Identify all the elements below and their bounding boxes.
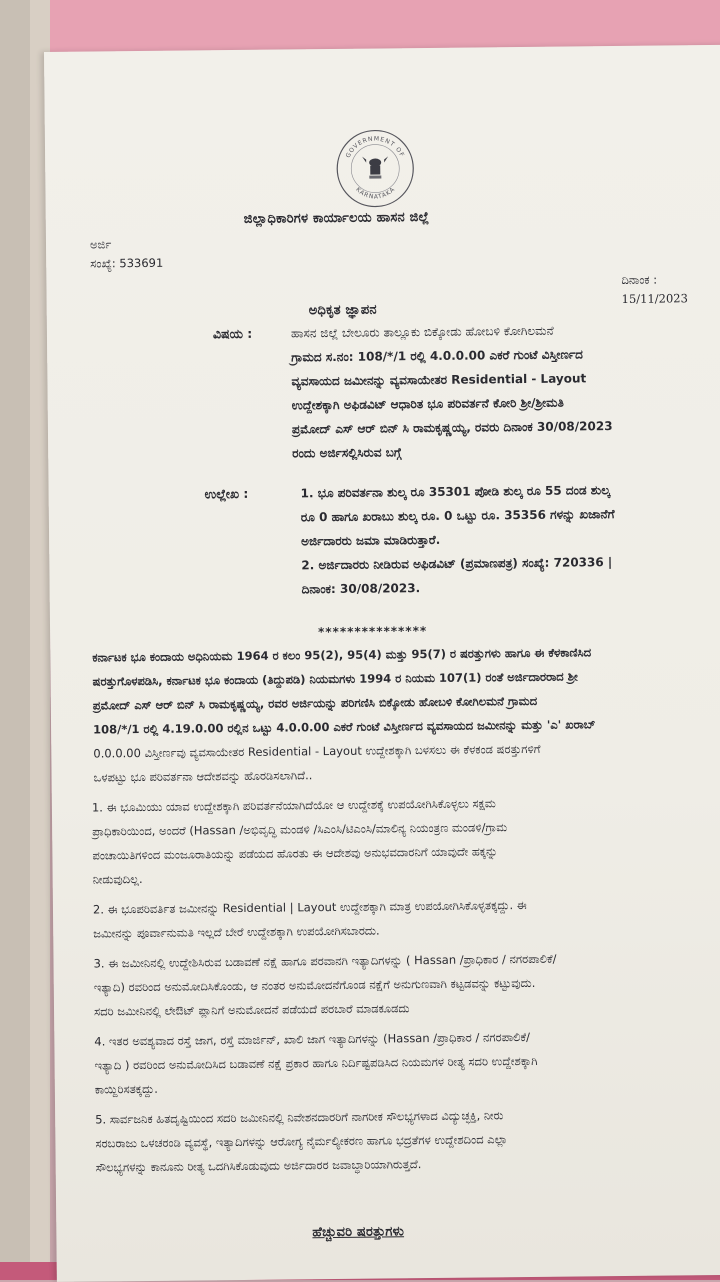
subject-line: ರಂದು ಅರ್ಜಿಸಲ್ಲಿಸಿರುವ ಬಗ್ಗೆ	[292, 445, 402, 461]
karnataka-emblem	[333, 126, 418, 211]
condition-line: ಇತ್ಯಾದಿ) ರವರಿಂದ ಅನುಮೋದಿಸಿಕೊಂಡು, ಆ ನಂತರ ಅನುಮೋದನೆಗೊಂಡ ನಕ್ಷೆಗೆ ಅನುಗುಣವಾಗಿ ಕಟ್ಟಡವನ್ನು ಕಟ್ಟುವುದು.	[93, 975, 536, 995]
notice-title: ಅಧಿಕೃತ ಜ್ಞಾಪನ	[308, 302, 377, 319]
condition-line: ಸರಬರಾಜು ಒಳಚರಂಡಿ ವ್ಯವಸ್ಥೆ, ಇತ್ಯಾದಿಗಳನ್ನು ಆರೋಗ್ಯ ನೈರ್ಮಲ್ಯೀಕರಣ ಹಾಗೂ ಭದ್ರತೆಗಳ ಉದ್ದೇಶದಿಂದ ಎಲ್ಲಾ	[95, 1132, 508, 1151]
condition-line: ಪಂಚಾಯಿತಿಗಳಿಂದ ಮಂಜೂರಾತಿಯನ್ನು ಪಡೆಯದ ಹೊರತು ಈ ಆದೇಶವು ಅನುಭವದಾರನಿಗೆ ಯಾವುದೇ ಹಕ್ಕನ್ನು	[92, 844, 498, 863]
order-line: 108/*/1 ರಲ್ಲಿ 4.19.0.00 ರಲ್ಲಿನ ಒಟ್ಟು 4.0.0.00 ಎಕರೆ ಗುಂಟೆ ವಿಸ್ತೀರ್ಣದ ವ್ಯವಸಾಯದ ಜಮೀನನ್ನು ಮತ್ತು 'ಎ' ಖರಾಬ್	[93, 717, 596, 737]
condition-line: ಇತ್ಯಾದಿ ) ರವರಿಂದ ಅನುಮೋದಿಸಿದ ಬಡಾವಣೆ ನಕ್ಷೆ ಪ್ರಕಾರ ಹಾಗೂ ನಿರ್ದಿಷ್ಟಪಡಿಸಿದ ನಿಯಮಗಳ ರೀತ್ಯ ಸದರಿ ಉದ್ದೇಶಕ್ಕಾಗಿ	[94, 1053, 538, 1073]
order-line: 0.0.0.00 ವಿಸ್ತೀರ್ಣವು ವ್ಯವಸಾಯೇತರ Residential - Layout ಉದ್ದೇಶಕ್ಕಾಗಿ ಬಳಸಲು ಈ ಕೆಳಕಂಡ ಷರತ್ತುಗಳಿಗೆ	[93, 741, 541, 761]
conditions-list	[92, 789, 720, 1180]
condition-line: 3. ಈ ಜಮೀನಿನಲ್ಲಿ ಉದ್ದೇಶಿಸಿರುವ ಬಡಾವಣೆ ನಕ್ಷೆ ಹಾಗೂ ಪರವಾನಗಿ ಇತ್ಯಾದಿಗಳನ್ನು ( Hassan /ಪ್ರಾಧಿಕಾರ / ನಗರಪಾಲಿಕೆ/	[93, 951, 557, 971]
condition-line: ಕಾಯ್ದಿರಿಸತಕ್ಕದ್ದು.	[94, 1081, 158, 1097]
date-value: 15/11/2023	[621, 291, 688, 306]
date-label: ದಿನಾಂಕ :	[621, 272, 658, 287]
background-left-edge	[0, 0, 30, 1280]
reference-label: ಉಲ್ಲೇಖ :	[204, 485, 249, 502]
application-label: ಅರ್ಜಿ	[89, 237, 112, 252]
condition-line: ಸದರಿ ಜಮೀನಿನಲ್ಲಿ ಲೇಔಟ್ ಪ್ಲಾನಿಗೆ ಅನುಮೋದನೆ ಪಡೆಯದೆ ಪರಬಾರೆ ಮಾಡಕೂಡದು	[93, 1001, 410, 1019]
condition-line: 4. ಇತರ ಅವಶ್ಯವಾದ ರಸ್ತೆ ಜಾಗ, ರಸ್ತೆ ಮಾರ್ಜಿನ್, ಖಾಲಿ ಜಾಗ ಇತ್ಯಾದಿಗಳನ್ನು (Hassan /ಪ್ರಾಧಿಕಾರ / ನಗರಪಾಲಿಕೆ/	[94, 1029, 531, 1049]
subject-line: ಗ್ರಾಮದ ಸ.ನಂ: 108/*/1 ರಲ್ಲಿ 4.0.0.00 ಎಕರೆ ಗುಂಟೆ ವಿಸ್ತೀರ್ಣದ	[291, 347, 583, 365]
additional-conditions-heading: ಹೆಚ್ಚುವರಿ ಷರತ್ತುಗಳು	[312, 1224, 405, 1241]
subject-line: ವ್ಯವಸಾಯದ ಜಮೀನನ್ನು ವ್ಯವಸಾಯೇತರ Residential - Layout	[291, 371, 587, 389]
condition-line: ಪ್ರಾಧಿಕಾರಿಯಿಂದ, ಅಂದರೆ (Hassan /ಅಭಿವೃದ್ಧಿ ಮಂಡಳಿ /ಸಿಎಂಸಿ/ಟಿಎಂಸಿ/ಮಾಲಿನ್ಯ ನಿಯಂತ್ರಣ ಮಂಡಳಿ/ಗ್ರಾಮ	[92, 820, 508, 839]
condition-item	[95, 1101, 720, 1180]
condition-line: 2. ಈ ಭೂಪರಿವರ್ತಿತ ಜಮೀನನ್ನು Residential | Layout ಉದ್ದೇಶಕ್ಕಾಗಿ ಮಾತ್ರ ಉಪಯೋಗಿಸಿಕೊಳ್ಳತಕ್ಕದ್ದು. ಈ	[92, 897, 527, 917]
reference-line: ಅರ್ಜಿದಾರರು ಜಮಾ ಮಾಡಿರುತ್ತಾರೆ.	[301, 532, 441, 549]
subject-line: ಪ್ರಮೋದ್ ಎಸ್ ಆರ್ ಬಿನ್ ಸಿ ರಾಮಕೃಷ್ಣಯ್ಯ, ರವರು ದಿನಾಂಕ 30/08/2023	[291, 419, 613, 437]
reference-line: 2. ಅರ್ಜಿದಾರರು ನೀಡಿರುವ ಅಫಿಡವಿಟ್ (ಪ್ರಮಾಣಪತ್ರ) ಸಂಖ್ಯೆ: 720336 |	[301, 555, 613, 573]
order-paragraph	[92, 639, 720, 790]
subject-line: ಉದ್ದೇಶಕ್ಕಾಗಿ ಅಫಿಡವಿಟ್ ಆಧಾರಿತ ಭೂ ಪರಿವರ್ತನೆ ಕೋರಿ ಶ್ರೀ/ಶ್ರೀಮತಿ	[291, 395, 564, 413]
svg-text:GOVERNMENT OF	[344, 135, 405, 159]
order-line: ಷರತ್ತುಗೊಳಪಡಿಸಿ, ಕರ್ನಾಟಕ ಭೂ ಕಂದಾಯ (ತಿದ್ದುಪಡಿ) ನಿಯಮಗಳು 1994 ರ ನಿಯಮ 107(1) ರಂತೆ ಅರ್ಜಿದಾರರಾದ ಶ್ರೀ	[92, 669, 578, 689]
order-line: ಒಳಪಟ್ಟು ಭೂ ಪರಿವರ್ತನಾ ಆದೇಶವನ್ನು ಹೊರಡಿಸಲಾಗಿದೆ..	[93, 768, 313, 785]
reference-line: ದಿನಾಂಕ: 30/08/2023.	[301, 581, 421, 597]
emblem-text-bottom: KARNATAKA	[354, 185, 397, 201]
order-line: ಪ್ರಮೋದ್ ಎಸ್ ಆರ್ ಬಿನ್ ಸಿ ರಾಮಕೃಷ್ಣಯ್ಯ, ರವರ ಅರ್ಜಿಯನ್ನು ಪರಿಗಣಿಸಿ ಬಿಕ್ಕೋಡು ಹೋಬಳಿ ಕೋಗಿಲಮನೆ ಗ್ರಾಮದ	[92, 693, 538, 713]
condition-item	[93, 891, 720, 946]
condition-line: ಸೌಲಭ್ಯಗಳನ್ನು ಕಾನೂನು ರೀತ್ಯ ಒದಗಿಸಿಕೊಡುವುದು ಅರ್ಜಿದಾರರ ಜವಾಬ್ಧಾರಿಯಾಗಿರುತ್ತದೆ.	[95, 1157, 422, 1175]
subject-line: ಹಾಸನ ಜಿಲ್ಲೆ ಬೇಲೂರು ತಾಲ್ಲೂಕು ಬಿಕ್ಕೋಡು ಹೋಬಳಿ ಕೋಗಿಲಮನೆ	[290, 323, 554, 341]
condition-line: 5. ಸಾರ್ವಜನಿಕ ಹಿತದೃಷ್ಟಿಯಿಂದ ಸದರಿ ಜಮೀನಿನಲ್ಲಿ ನಿವೇಶನದಾರರಿಗೆ ನಾಗರೀಕ ಸೌಲಭ್ಯಗಳಾದ ವಿದ್ಯುಚ್ಛಕ್ತಿ, ನೀರು	[95, 1108, 504, 1127]
subject-text	[291, 317, 692, 465]
condition-item	[94, 1023, 720, 1102]
condition-item	[92, 789, 720, 892]
condition-line: 1. ಈ ಭೂಮಿಯು ಯಾವ ಉದ್ದೇಶಕ್ಕಾಗಿ ಪರಿವರ್ತನೆಯಾಗಿದೆಯೋ ಆ ಉದ್ದೇಶಕ್ಕೆ ಉಪಯೋಗಿಸಿಕೊಳ್ಳಲು ಸಕ್ಷಮ	[91, 796, 496, 815]
reference-line: ರೂ 0 ಹಾಗೂ ಖರಾಬು ಶುಲ್ಕ ರೂ. 0 ಒಟ್ಟು ರೂ. 35356 ಗಳನ್ನು ಖಜಾನೆಗೆ	[300, 507, 615, 525]
reference-number: ಸಂಖ್ಯೆ: 533691	[90, 255, 164, 271]
reference-line: 1. ಭೂ ಪರಿವರ್ತನಾ ಶುಲ್ಕ ರೂ 35301 ಪೋಡಿ ಶುಲ್ಕ ರೂ 55 ದಂಡ ಶುಲ್ಕ	[300, 483, 611, 501]
emblem-text-top: GOVERNMENT OF	[344, 135, 406, 160]
svg-text:KARNATAKA	[354, 186, 397, 201]
separator-stars: ***************	[318, 624, 428, 640]
office-title: ಜಿಲ್ಲಾಧಿಕಾರಿಗಳ ಕಾರ್ಯಾಲಯ ಹಾಸನ ಜಿಲ್ಲೆ	[243, 209, 430, 227]
condition-line: ನೀಡುವುದಿಲ್ಲ.	[92, 872, 143, 887]
condition-item	[93, 945, 720, 1024]
condition-line: ಜಮೀನನ್ನು ಪೂರ್ವಾನುಮತಿ ಇಲ್ಲದೆ ಬೇರೆ ಉದ್ದೇಶಕ್ಕಾಗಿ ಉಪಯೋಗಿಸಬಾರದು.	[93, 923, 380, 941]
reference-text	[301, 477, 712, 601]
document-page	[44, 45, 720, 1282]
subject-label: ವಿಷಯ :	[212, 325, 253, 342]
order-line: ಕರ್ನಾಟಕ ಭೂ ಕಂದಾಯ ಅಧಿನಿಯಮ 1964 ರ ಕಲಂ 95(2), 95(4) ಮತ್ತು 95(7) ರ ಷರತ್ತುಗಳು ಹಾಗೂ ಈ ಕೆಳಕಾಣಿಸಿದ	[92, 645, 592, 665]
